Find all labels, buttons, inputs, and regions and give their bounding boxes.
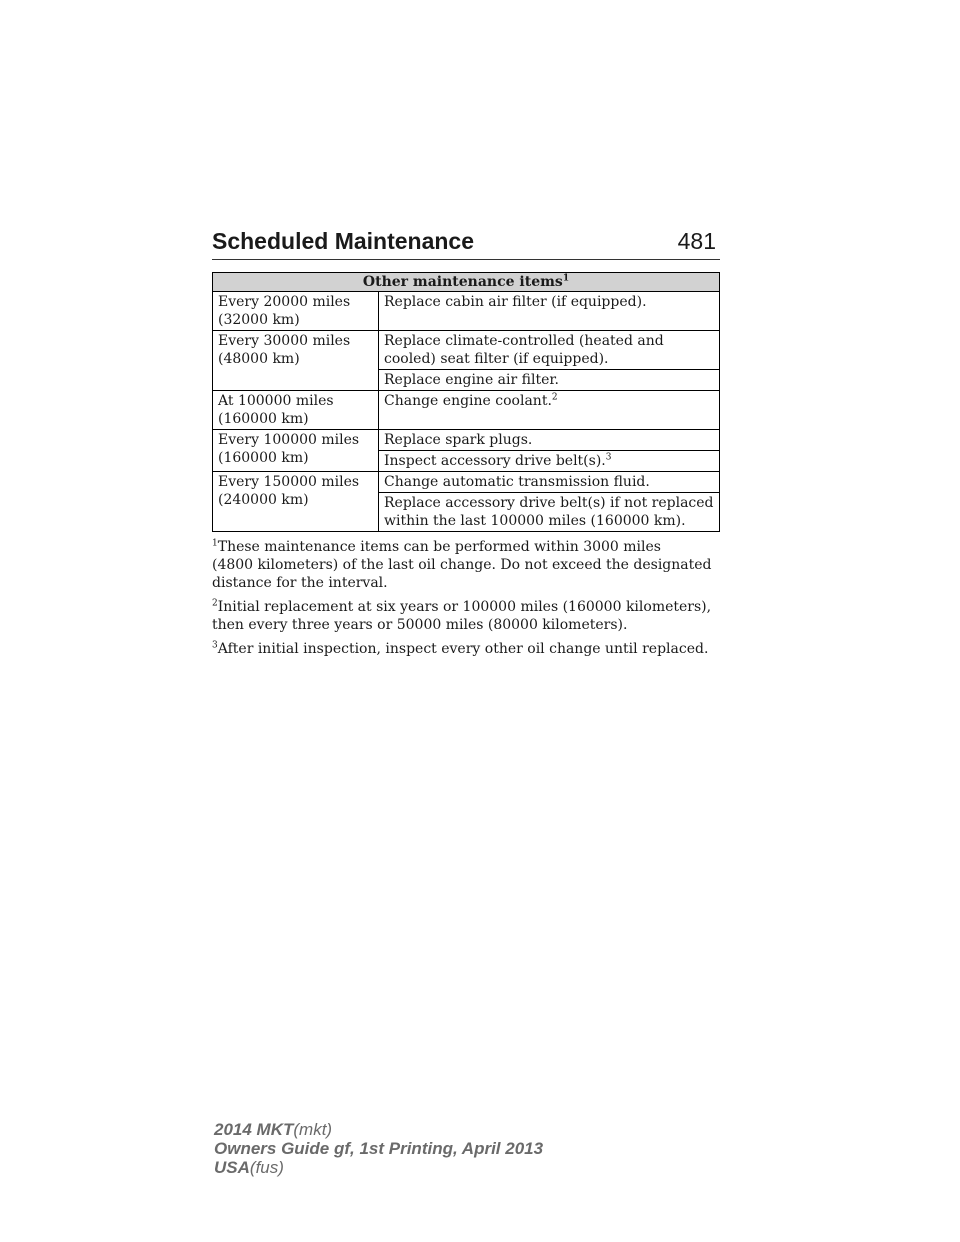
page-number: 481 — [677, 228, 716, 254]
interval-cell: Every 100000 miles (160000 km) — [213, 430, 379, 472]
interval-cell: At 100000 miles (160000 km) — [213, 391, 379, 430]
interval-cell: Every 150000 miles (240000 km) — [213, 472, 379, 532]
footer-region-line: USA(fus) — [214, 1158, 284, 1177]
table-title-row — [213, 273, 720, 292]
section-title: Scheduled Maintenance — [212, 228, 475, 254]
print-footer — [214, 1120, 543, 1177]
table-row — [213, 391, 720, 430]
interval-cell: Every 20000 miles (32000 km) — [213, 292, 379, 331]
task-cell: Inspect accessory drive belt(s).$^3$ — [379, 451, 720, 472]
footnotes — [212, 538, 724, 664]
task-cell: Replace spark plugs. — [379, 430, 720, 451]
footnote-2: $^2$Initial replacement at six years or 100000 miles (160000 kilometers), then every three years or 50000 miles (80000 kilometers). — [212, 598, 712, 633]
table-row — [213, 472, 720, 493]
table-row — [213, 331, 720, 370]
maintenance-table — [212, 272, 720, 532]
task-cell: Replace cabin air filter (if equipped). — [379, 292, 720, 331]
interval-cell: Every 30000 miles (48000 km) — [213, 331, 379, 391]
footer-printing-line: Owners Guide gf, 1st Printing, April 2013 — [214, 1139, 544, 1158]
task-cell: Replace engine air filter. — [379, 370, 720, 391]
task-cell: Change automatic transmission fluid. — [379, 472, 720, 493]
footnote-3: $^3$After initial inspection, inspect every other oil change until replaced. — [212, 640, 709, 657]
table-row — [213, 430, 720, 451]
table-row — [213, 292, 720, 331]
page-header — [212, 226, 720, 260]
header-rule — [212, 259, 720, 260]
task-cell: Replace climate-controlled (heated and cooled) seat filter (if equipped). — [379, 331, 720, 370]
footer-model-line: 2014 MKT(mkt) — [214, 1120, 333, 1139]
task-cell: Replace accessory drive belt(s) if not replaced within the last 100000 miles (160000 km). — [379, 493, 720, 532]
task-cell: Change engine coolant.$^2$ — [379, 391, 720, 430]
footnote-1: $^1$These maintenance items can be performed within 3000 miles (4800 kilometers) of the last oil change. Do not exceed the designated distance for the interval. — [212, 538, 712, 591]
table-title: Other maintenance items$^1$ — [213, 273, 720, 292]
